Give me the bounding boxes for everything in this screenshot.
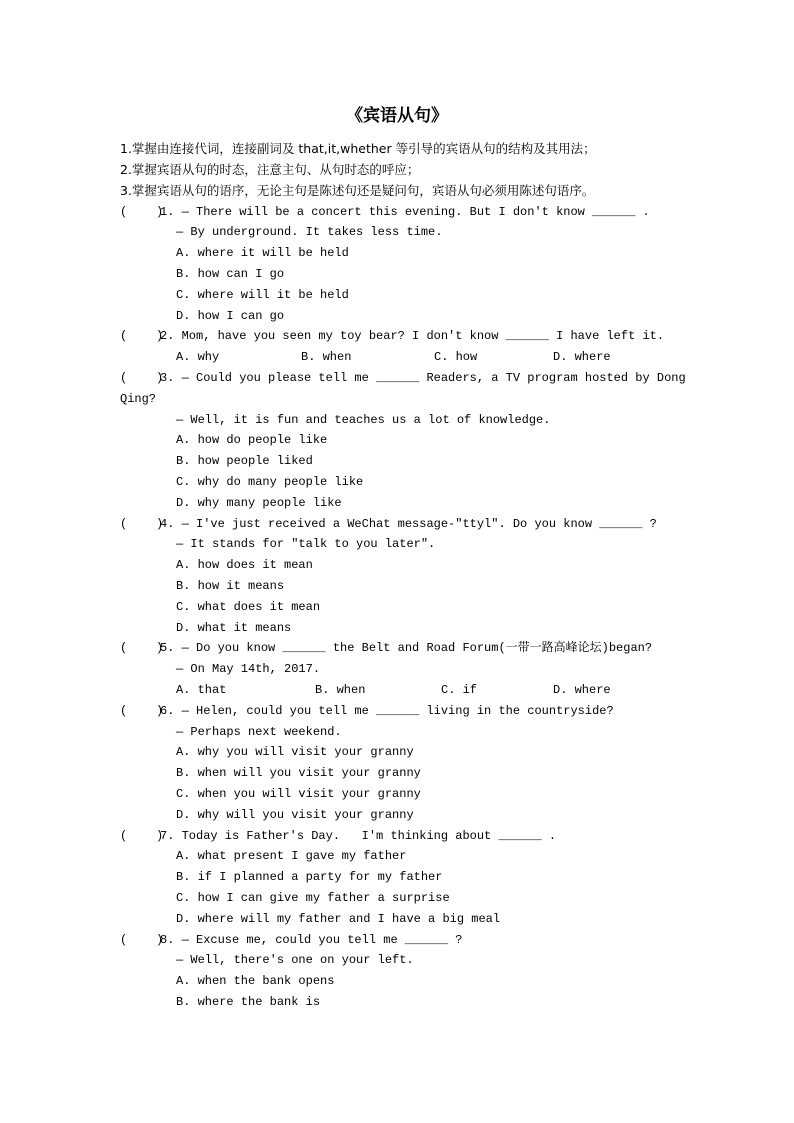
question-reply: — By underground. It takes less time. [176, 225, 443, 239]
option-b: B. where the bank is [176, 995, 321, 1009]
question-reply: — Perhaps next weekend. [176, 725, 342, 739]
question-reply: — Well, there's one on your left. [176, 953, 414, 967]
option-a: A. what present I gave my father [176, 849, 407, 863]
option-c: C. if [441, 683, 478, 697]
answer-blank[interactable]: ( ) [120, 371, 164, 385]
question-stem: 6. — Helen, could you tell me ______ living in the countryside? [160, 704, 614, 718]
option-a: A. how do people like [176, 433, 328, 447]
question-stem: 2. Mom, have you seen my toy bear? I don't know ______ I have left it. [160, 329, 665, 343]
option-d: D. where [553, 350, 611, 364]
objective-3: 3.掌握宾语从句的语序，无论主句是陈述句还是疑问句，宾语从句必须用陈述句语序。 [120, 183, 595, 198]
option-b: B. when will you visit your granny [176, 766, 421, 780]
option-d: D. why will you visit your granny [176, 808, 414, 822]
option-c: C. how I can give my father a surprise [176, 891, 450, 905]
objective-2: 2.掌握宾语从句的时态，注意主句、从句时态的呼应； [120, 162, 420, 177]
answer-blank[interactable]: ( ) [120, 933, 164, 947]
question-stem: 5. — Do you know ______ the Belt and Road Forum(一带一路高峰论坛)began? [160, 641, 653, 655]
option-b: B. when [315, 683, 366, 697]
option-b: B. when [301, 350, 352, 364]
answer-blank[interactable]: ( ) [120, 517, 164, 531]
option-c: C. where will it be held [176, 288, 349, 302]
option-d: D. what it means [176, 621, 292, 635]
option-c: C. why do many people like [176, 475, 364, 489]
question-reply: — Well, it is fun and teaches us a lot of knowledge. [176, 413, 551, 427]
answer-blank[interactable]: ( ) [120, 329, 164, 343]
option-b: B. how people liked [176, 454, 313, 468]
option-a: A. when the bank opens [176, 974, 335, 988]
question-reply: — On May 14th, 2017. [176, 662, 321, 676]
question-reply: — It stands for "talk to you later". [176, 537, 436, 551]
option-b: B. how can I go [176, 267, 285, 281]
option-c: C. how [434, 350, 478, 364]
question-stem: 7. Today is Father's Day. I'm thinking about ______ . [160, 829, 557, 843]
option-c: C. what does it mean [176, 600, 321, 614]
question-stem: 1. — There will be a concert this evening. But I don't know ______ . [160, 205, 650, 219]
answer-blank[interactable]: ( ) [120, 829, 164, 843]
option-a: A. that [176, 683, 227, 697]
question-stem: 3. — Could you please tell me ______ Readers, a TV program hosted by Dong [160, 371, 686, 385]
answer-blank[interactable]: ( ) [120, 641, 164, 655]
option-a: A. why [176, 350, 220, 364]
option-d: D. why many people like [176, 496, 342, 510]
answer-blank[interactable]: ( ) [120, 704, 164, 718]
option-a: A. how does it mean [176, 558, 313, 572]
option-d: D. how I can go [176, 309, 285, 323]
option-d: D. where [553, 683, 611, 697]
objective-1: 1.掌握由连接代词，连接副词及 that,it,whether 等引导的宾语从句的结构及其用法； [120, 141, 596, 156]
answer-blank[interactable]: ( ) [120, 205, 164, 219]
option-d: D. where will my father and I have a big meal [176, 912, 501, 926]
option-a: A. why you will visit your granny [176, 745, 414, 759]
question-stem: 4. — I've just received a WeChat message-"ttyl". Do you know ______ ? [160, 517, 657, 531]
option-c: C. when you will visit your granny [176, 787, 421, 801]
page-title: 《宾语从句》 [346, 106, 448, 126]
option-a: A. where it will be held [176, 246, 349, 260]
option-b: B. if I planned a party for my father [176, 870, 443, 884]
option-b: B. how it means [176, 579, 285, 593]
question-stem: 8. — Excuse me, could you tell me ______ ? [160, 933, 463, 947]
question-stem-continued: Qing? [120, 392, 157, 406]
